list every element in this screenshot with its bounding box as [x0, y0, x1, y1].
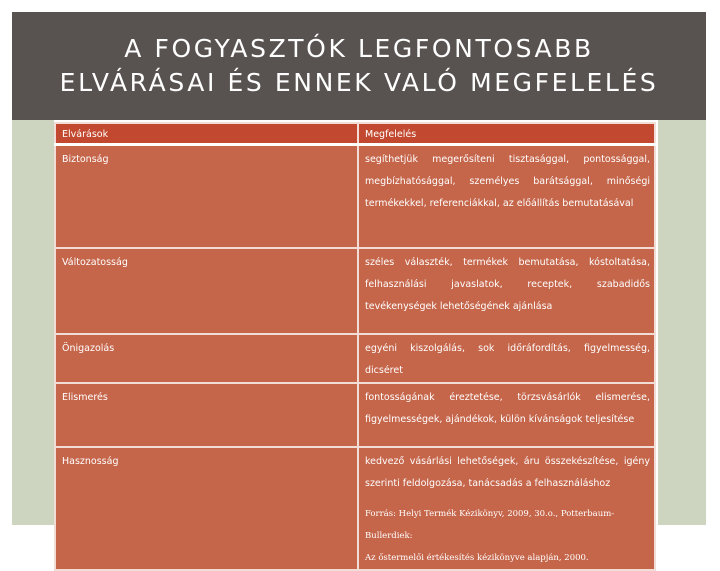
- expectations-table: [54, 122, 656, 571]
- source-line-2: Az őstermelői értékesítés kézikönyve alapján, 2000.: [365, 553, 589, 563]
- table-row: [55, 144, 655, 248]
- table-row: [55, 334, 655, 383]
- table-row: [55, 447, 655, 570]
- source-citation: [365, 503, 650, 569]
- slide-title: [12, 12, 706, 120]
- row-label: Hasznosság: [55, 447, 358, 570]
- table-row: [55, 248, 655, 334]
- row-text: fontosságának éreztetése, törzsvásárlók elismerése, figyelmességek, ajándékok, külön kívánságok teljesítése: [358, 383, 655, 447]
- row-label: Változatosság: [55, 248, 358, 334]
- row-text: széles választék, termékek bemutatása, kóstoltatása, felhasználási javaslatok, receptek, szabadidős tevékenységek lehetőségének ajánlása: [358, 248, 655, 334]
- title-line-2: ELVÁRÁSAI ÉS ENNEK VALÓ MEGFELELÉS: [59, 68, 659, 97]
- row-text-with-source: [358, 447, 655, 570]
- title-line-1: A FOGYASZTÓK LEGFONTOSABB: [124, 34, 594, 63]
- left-side-panel: [12, 120, 54, 525]
- right-side-panel: [658, 120, 706, 525]
- row-text: segíthetjük megerősíteni tisztasággal, pontossággal, megbízhatósággal, személyes barátsággal, minőségi termékekkel, referenciákkal, az előállítás bemutatásával: [358, 144, 655, 248]
- source-line-1: Forrás: Helyi Termék Kézikönyv, 2009, 30.o., Potterbaum- Bullerdiek:: [365, 509, 615, 541]
- table-header-row: [55, 123, 655, 144]
- table-row: [55, 383, 655, 447]
- row-text: kedvező vásárlási lehetőségek, áru összekészítése, igény szerinti feldolgozása, tanácsadás a felhasználáshoz: [365, 456, 650, 489]
- header-cell-compliance: Megfelelés: [358, 123, 655, 144]
- row-text: egyéni kiszolgálás, sok időráfordítás, figyelmesség, dicséret: [358, 334, 655, 383]
- header-cell-expectations: Elvárások: [55, 123, 358, 144]
- row-label: Önigazolás: [55, 334, 358, 383]
- row-label: Biztonság: [55, 144, 358, 248]
- row-label: Elismerés: [55, 383, 358, 447]
